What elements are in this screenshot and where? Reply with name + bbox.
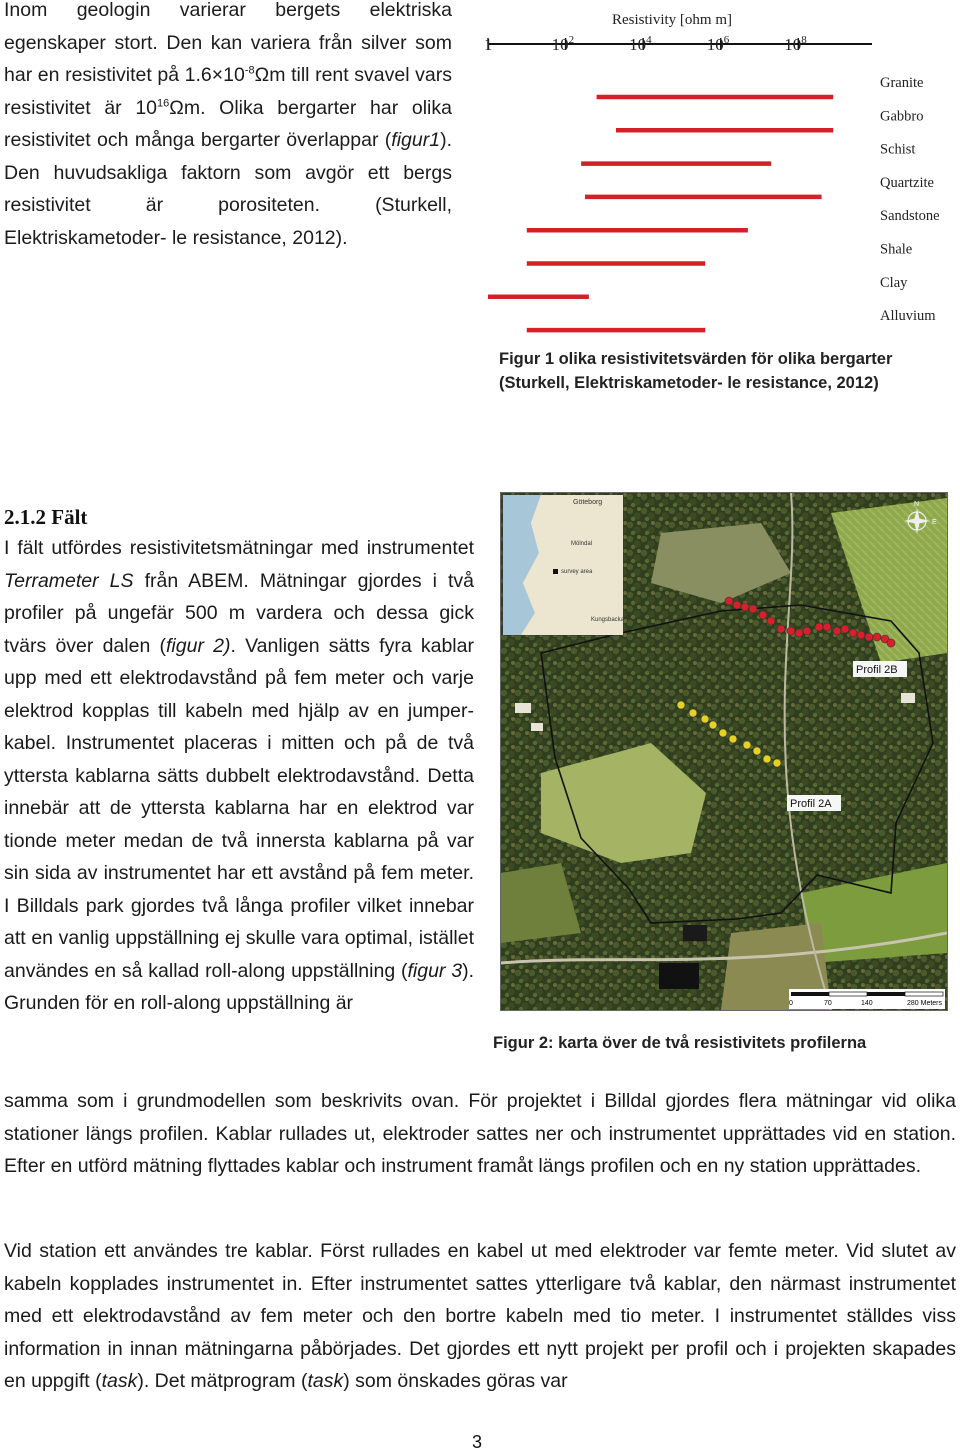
series-label-gabbro: Gabbro <box>880 108 924 125</box>
profile-2a-electrode <box>719 729 727 737</box>
task-term: task <box>307 1370 344 1392</box>
scale-label: 70 <box>824 1000 832 1007</box>
scale-label: 140 <box>861 1000 873 1007</box>
series-label-shale: Shale <box>880 241 913 258</box>
profile-2a-electrode <box>743 741 751 749</box>
figure-reference: figur1 <box>391 129 441 151</box>
instrument-name: Terrameter LS <box>4 569 134 592</box>
chart-tick-label: $10^8$ <box>784 34 807 54</box>
building <box>659 963 699 989</box>
series-label-granite: Granite <box>880 75 924 91</box>
chart-tick-label: $10^2$ <box>551 34 575 54</box>
profile-2b-electrode <box>759 611 767 619</box>
paragraph-roll-along: samma som i grundmodellen som beskrivits ovan. För projektet i Billdal gjordes flera mätningar vid olika stationer längs profilen. Kablar rullades ut, elektroder sattes ner och instrumentet upprättades vid en station. Efter en utförd mätning flyttades kablar och instrument framåt längs profilen och en ny station upprättades. <box>4 1090 956 1177</box>
profile-2b-electrode <box>733 601 741 609</box>
inset-map <box>503 495 625 635</box>
figure-2-reference: figur 2) <box>166 634 231 657</box>
page-number: 3 <box>472 1432 483 1452</box>
profile-2a-electrode <box>773 759 781 767</box>
profile-2b-electrode <box>749 605 757 613</box>
profile-2b-electrode <box>823 623 831 631</box>
inset-label-survey: survey area <box>561 569 593 575</box>
series-label-schist: Schist <box>880 141 916 158</box>
inset-label-molndal: Mölndal <box>571 541 593 547</box>
profile-2a-electrode <box>701 715 709 723</box>
section-heading: 2.1.2 Fält <box>4 505 88 529</box>
series-label-quartzite: Quartzite <box>880 174 934 191</box>
profile-2b-electrode <box>873 633 881 641</box>
profile-2a-electrode <box>729 735 737 743</box>
profile-2b-electrode <box>841 625 849 633</box>
profile-2a-electrode <box>689 709 697 717</box>
profile-2b-electrode <box>865 633 873 641</box>
figure-3-reference: figur 3 <box>407 959 463 982</box>
inset-label-gothenburg: Göteborg <box>573 499 603 506</box>
compass-n-label: N <box>914 501 920 508</box>
profile-2a-label: Profil 2A <box>790 798 832 810</box>
profile-2b-electrode <box>833 627 841 635</box>
profile-2b-electrode <box>741 603 749 611</box>
scale-bar <box>789 989 945 1009</box>
profile-2b-label: Profil 2B <box>856 664 898 676</box>
building <box>683 925 707 941</box>
profile-map <box>500 492 948 1011</box>
chart-title: Resistivity [ohm m] <box>612 12 732 28</box>
profile-2a-electrode <box>709 721 717 729</box>
profile-2a-electrode <box>753 747 761 755</box>
building <box>531 723 543 731</box>
field-column-text: I fält utfördes resistivitetsmätningar med instrumentet Terrameter LS från ABEM. Mätningar gjordes i två profiler på ungefär 500 m vardera och dessa gick tvärs över dalen (figur 2). Vanligen sätts fyra kablar upp med ett elektrodavstånd på fem meter och varje elektrod kopplas till kabeln med hjälp av en jumper-kabel. Instrumentet placeras i mitten och på de två yttersta kablarna sätts dubbelt elektrodavstånd. Detta innebär att de yttersta kablarna har en elektrod var tionde meter medan de två innersta kablarna på var sin sida av instrumentet har ett avstånd på fem meter. I Billdals park gjordes två långa profiler vilket innebar att en vanlig uppställning ej skulle vara optimal, istället användes en så kallad roll-along uppställning (figur 3). Grunden för en roll-along uppställning är <box>4 537 474 1014</box>
profile-2b-electrode <box>795 629 803 637</box>
compass-e-label: E <box>932 519 937 526</box>
scale-label: 0 <box>789 1000 793 1007</box>
series-label-sandstone: Sandstone <box>880 208 940 225</box>
profile-2b-electrode <box>887 639 895 647</box>
intro-paragraph: Inom geologin varierar bergets elektriska egenskaper stort. Den kan variera från silver som har en resistivitet på $1.6\times 10^{-8}\Omega m$ till rent svavel vars resistivitet är $10^{16}\Omega m$. Olika bergarter har olika resistivitet och många bergarter överlappar (figur1). Den huvudsakliga faktorn som avgör ett bergs resistivitet är porositeten. (Sturkell, Elektriskametoder- le resistance, 2012). <box>4 0 453 249</box>
chart-tick-label: 1 <box>484 35 493 54</box>
building <box>901 693 915 703</box>
profile-2b-electrode <box>815 623 823 631</box>
series-label-alluvium: Alluvium <box>880 308 936 325</box>
inset-label-kungsbacka: Kungsbacka <box>591 617 625 623</box>
series-label-clay: Clay <box>880 274 908 291</box>
figure-1-caption <box>499 347 892 395</box>
task-term: task <box>101 1370 138 1392</box>
profile-2b-electrode <box>849 629 857 637</box>
figure-2-caption: Figur 2: karta över de två resistivitets profilerna <box>493 1034 867 1052</box>
paragraph-station-one: Vid station ett användes tre kablar. Först rullades en kabel ut med elektroder var femte meter. Vid slutet av kabeln kopplades instrumentet in. Efter instrumentet sattes ytterligare två kablar, den närmast instrumentet med ett elektrodavstånd av fem meter och den bortre kabeln med tio meter. I instrumentet ställdes viss information in innan mätningarna påbörjades. Det gjordes ett nytt projekt per profil och i projekten skapades en uppgift (task). Det mätprogram (task) som önskades göras var <box>4 1240 956 1392</box>
profile-2b-electrode <box>725 597 733 605</box>
profile-2b-electrode <box>777 625 785 633</box>
profile-2b-electrode <box>787 627 795 635</box>
profile-2b-electrode <box>803 627 811 635</box>
building <box>515 703 531 713</box>
figure-1-caption-line-1: Figur 1 olika resistivitetsvärden för olika bergarter <box>499 350 893 368</box>
figure-1-caption-line-2: (Sturkell, Elektriskametoder- le resistance, 2012) <box>499 374 879 392</box>
chart-tick-label: $10^4$ <box>629 34 652 54</box>
profile-2b-electrode <box>767 617 775 625</box>
chart-tick-label: $10^6$ <box>706 34 730 54</box>
profile-2a-electrode <box>677 701 685 709</box>
profile-2a-electrode <box>763 755 771 763</box>
scale-label: 280 Meters <box>907 1000 943 1007</box>
resistivity-chart <box>470 4 950 336</box>
profile-2b-electrode <box>857 631 865 639</box>
